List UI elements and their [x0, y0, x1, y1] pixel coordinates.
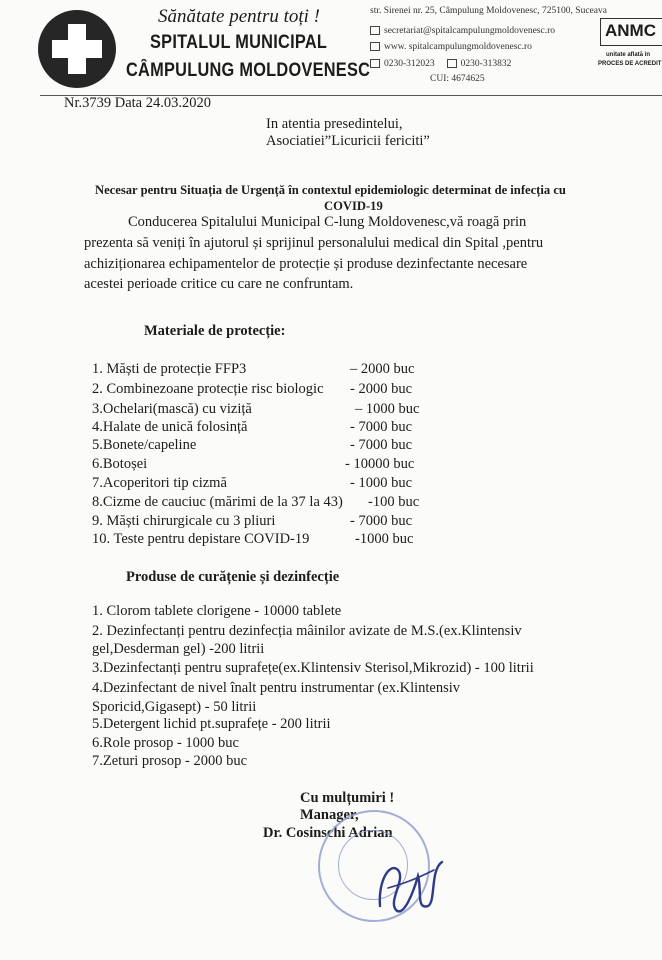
- phone-icon: [370, 59, 380, 68]
- hospital-name-line1: SPITALUL MUNICIPAL: [150, 32, 328, 53]
- globe-icon: [370, 42, 380, 51]
- cleaning-item: 7.Zeturi prosop - 2000 buc: [92, 753, 248, 769]
- cleaning-item: 6.Role prosop - 1000 buc: [92, 735, 239, 751]
- section-protection-title: Materiale de protecție:: [144, 323, 286, 339]
- envelope-icon: [370, 26, 380, 35]
- hospital-cross-logo: [38, 10, 116, 88]
- manager-name: Dr. Cosinschi Adrian: [263, 825, 393, 841]
- cleaning-item-continued: gel,Desderman gel) -200 litrii: [92, 641, 265, 657]
- hospital-email: secretariat@spitalcampulungmoldovenesc.ro: [370, 26, 555, 36]
- hospital-motto: Sănătate pentru toți !: [158, 6, 321, 27]
- protection-item: 7.Acoperitori tip cizmă: [92, 475, 227, 491]
- body-line3: achiziționarea echipamentelor de protecție și produse dezinfectante necesare: [84, 256, 528, 272]
- hospital-website: www. spitalcampulungmoldovenesc.ro: [370, 42, 532, 52]
- subject-line1: Necesar pentru Situația de Urgență în contextul epidemiologic determinat de infecția cu: [95, 183, 566, 197]
- cleaning-item: 5.Detergent lichid pt.suprafețe - 200 litrii: [92, 716, 331, 732]
- hospital-address: str. Sirenei nr. 25, Câmpulung Moldovenesc, 725100, Suceava: [370, 6, 607, 16]
- protection-item-qty: - 2000 buc: [350, 381, 413, 397]
- protection-item-qty: – 2000 buc: [350, 361, 415, 377]
- protection-item: 9. Măști chirurgicale cu 3 pliuri: [92, 513, 276, 529]
- cleaning-item: 1. Clorom tablete clorigene - 10000 tablete: [92, 603, 342, 619]
- protection-item-qty: - 10000 buc: [345, 456, 415, 472]
- cleaning-item: 2. Dezinfectanți pentru dezinfecția mâinilor avizate de M.S.(ex.Klintensiv: [92, 623, 522, 639]
- protection-item-qty: – 1000 buc: [355, 401, 420, 417]
- cleaning-item-continued: Sporicid,Gigasept) - 50 litrii: [92, 699, 257, 715]
- protection-item-qty: - 7000 buc: [350, 437, 413, 453]
- closing-title: Manager,: [300, 807, 359, 823]
- section-cleaning-title: Produse de curățenie și dezinfecție: [126, 569, 340, 585]
- addressee-line1: In atentia presedintelui,: [266, 116, 403, 132]
- fax-icon: [447, 59, 457, 68]
- hospital-name-line2: CÂMPULUNG MOLDOVENESC: [126, 60, 371, 81]
- anmcs-subtitle-2: PROCES DE ACREDIT: [598, 61, 662, 67]
- document-number-date: Nr.3739 Data 24.03.2020: [64, 95, 211, 111]
- cleaning-item: 3.Dezinfectanți pentru suprafețe(ex.Klintensiv Sterisol,Mikrozid) - 100 litrii: [92, 660, 534, 676]
- handwritten-signature: [318, 810, 458, 930]
- protection-item: 8.Cizme de cauciuc (mărimi de la 37 la 43): [92, 494, 343, 510]
- subject-line2: COVID-19: [324, 199, 383, 213]
- protection-item-qty: -100 buc: [368, 494, 420, 510]
- protection-item: 2. Combinezoane protecție risc biologic: [92, 381, 324, 397]
- protection-item: 5.Bonete/capeline: [92, 437, 197, 453]
- body-line2: prezenta să veniți în ajutorul și sprijinul personalului medical din Spital ,pentru: [84, 235, 544, 251]
- protection-item-qty: - 7000 buc: [350, 419, 413, 435]
- protection-item: 6.Botoșei: [92, 456, 148, 472]
- body-line4: acestei perioade critice cu care ne confruntam.: [84, 276, 354, 292]
- protection-item: 1. Măști de protecție FFP3: [92, 361, 247, 377]
- protection-item-qty: -1000 buc: [355, 531, 414, 547]
- body-line1: Conducerea Spitalului Municipal C-lung Moldovenesc,vă roagă prin: [128, 214, 527, 230]
- closing-thanks: Cu mulțumiri !: [300, 790, 395, 806]
- anmcs-subtitle-1: unitate aflată în: [606, 52, 651, 58]
- protection-item: 10. Teste pentru depistare COVID-19: [92, 531, 310, 547]
- hospital-cui: CUI: 4674625: [430, 74, 485, 84]
- protection-item-qty: - 7000 buc: [350, 513, 413, 529]
- protection-item: 3.Ochelari(mască) cu viziță: [92, 401, 252, 417]
- protection-item-qty: - 1000 buc: [350, 475, 413, 491]
- cleaning-item: 4.Dezinfectant de nivel înalt pentru instrumentar (ex.Klintensiv: [92, 680, 461, 696]
- addressee-line2: Asociatiei”Licuricii fericiti”: [266, 133, 430, 149]
- hospital-phones: 0230-312023 0230-313832: [370, 59, 511, 69]
- anmcs-logo: ANMC: [600, 18, 662, 46]
- protection-item: 4.Halate de unică folosință: [92, 419, 248, 435]
